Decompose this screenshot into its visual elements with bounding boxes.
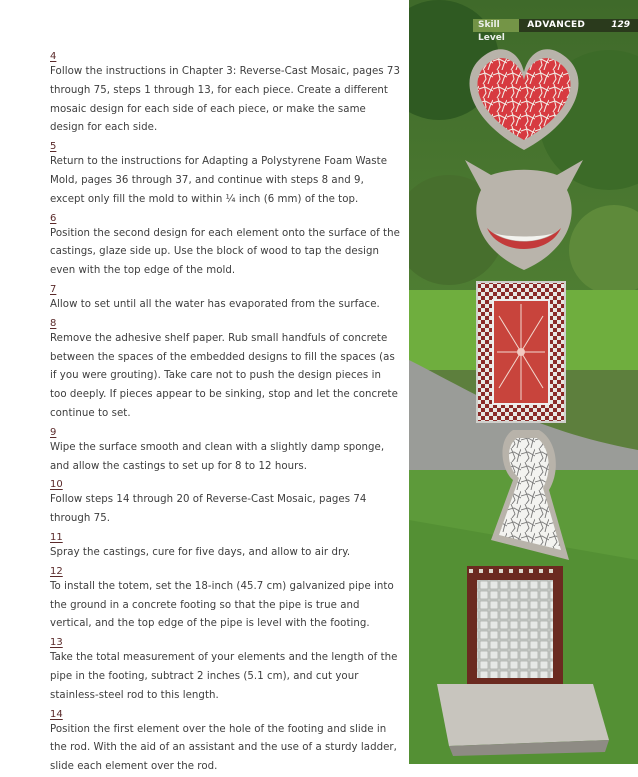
base-mirror	[477, 580, 553, 678]
totem-illustration	[409, 0, 638, 764]
step-text: Return to the instructions for Adapting a Polystyrene Foam Waste Mold, pages 36 through 37, and continue with steps 8 and 9, except only fill the mold to within ¼ inch (6 mm) of the top.	[50, 156, 388, 205]
skill-level-value: ADVANCED	[519, 19, 593, 32]
step-text: Follow the instructions in Chapter 3: Reverse-Cast Mosaic, pages 73 through 75, steps 1 through 13, for each piece. Create a different mosaic design for each side of each piece, or make the same design for each side.	[50, 66, 400, 134]
step-number: 8	[50, 317, 57, 329]
step-text: Remove the adhesive shelf paper. Rub small handfuls of concrete between the spaces of the embedded designs to fill the spaces (as if you were grouting). Take care not to push the design pieces in too deeply. If pieces appear to be sinking, stop and let the concrete continue to set.	[50, 332, 398, 419]
instructions-column	[50, 48, 400, 777]
step-9	[50, 427, 400, 477]
concrete-footing	[437, 684, 609, 746]
sun-center	[517, 348, 525, 356]
step-13	[50, 637, 400, 705]
step-number: 4	[50, 51, 57, 62]
step-text: Allow to set until all the water has evaporated from the surface.	[50, 298, 380, 310]
step-number: 7	[50, 283, 57, 295]
step-number: 6	[50, 212, 57, 224]
step-7	[50, 284, 400, 315]
step-11	[50, 532, 400, 563]
step-number: 10	[50, 479, 63, 491]
totem-photo	[409, 0, 638, 764]
step-text: Spray the castings, cure for five days, and allow to air dry.	[50, 546, 351, 558]
step-number: 12	[50, 565, 63, 577]
step-12	[50, 566, 400, 634]
step-text: Position the first element over the hole of the footing and slide in the rod. With the aid of an assistant and the use of a sturdy ladder, slide each element over the rod.	[50, 723, 397, 773]
step-text: Wipe the surface smooth and clean with a slightly damp sponge, and allow the castings to set up for 8 to 12 hours.	[50, 441, 385, 472]
step-8	[50, 318, 400, 424]
skill-level-header	[473, 19, 638, 43]
step-text: Position the second design for each element onto the surface of the castings, glaze side up. Use the block of wood to tap the design even with the top edge of the mold.	[50, 227, 400, 277]
step-text: Follow steps 14 through 20 of Reverse-Cast Mosaic, pages 74 through 75.	[50, 494, 367, 525]
step-text: To install the totem, set the 18-inch (45.7 cm) galvanized pipe into the ground in a concrete footing so that the pipe is true and vertical, and the top edge of the pipe is level with the footing.	[50, 580, 394, 630]
step-number: 13	[50, 637, 63, 649]
step-6	[50, 213, 400, 281]
step-5	[50, 141, 400, 209]
step-number: 5	[50, 141, 57, 153]
step-14	[50, 709, 400, 777]
page-number: 129	[593, 19, 638, 32]
step-4	[50, 51, 400, 138]
skill-level-label: Skill Level	[473, 19, 519, 32]
step-number: 9	[50, 426, 57, 438]
step-number: 14	[50, 708, 63, 720]
step-text: Take the total measurement of your elements and the length of the pipe in the footing, subtract 2 inches (5.1 cm), and cut your stainless-steel rod to this length.	[50, 652, 398, 701]
step-10	[50, 479, 400, 529]
step-number: 11	[50, 531, 63, 543]
